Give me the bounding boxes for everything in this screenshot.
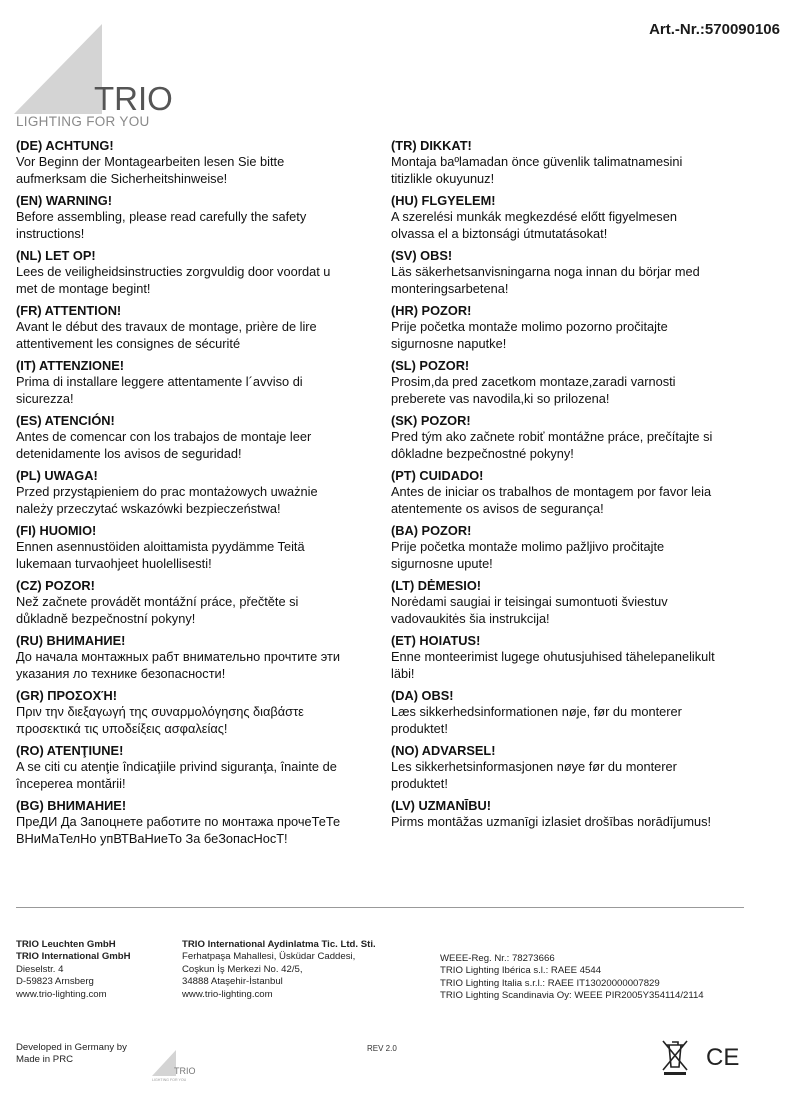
warning-heading: (LT) DĖMESIO! (391, 578, 482, 593)
footer-company: TRIO International GmbH (16, 951, 131, 963)
footer-address-turkey (182, 939, 376, 1001)
warning-block (16, 798, 376, 847)
warning-block (391, 798, 771, 831)
warning-block (16, 193, 376, 242)
footer-line: TRIO Lighting Ibérica s.l.: RAEE 4544 (440, 965, 602, 977)
compliance-marks (660, 1037, 750, 1077)
warning-text: aufmerksam die Sicherheitshinweise! (16, 170, 228, 186)
warning-text: указания ло технике безопасности! (16, 665, 226, 681)
footer-line: Ferhatpaşa Mahallesi, Üsküdar Caddesi, (182, 951, 356, 963)
origin-note (16, 1042, 127, 1067)
warning-heading: (DE) ACHTUNG! (16, 138, 114, 153)
warning-heading: (IT) ATTENZIONE! (16, 358, 125, 373)
warning-text: Pirms montāžas uzmanīgi izlasiet drošības norādījumus! (391, 814, 712, 829)
warning-block (16, 633, 376, 682)
warning-heading: (PL) UWAGA! (16, 468, 98, 483)
warning-heading: (LV) UZMANĪBU! (391, 798, 491, 813)
svg-text:LIGHTING FOR YOU: LIGHTING FOR YOU (152, 1078, 187, 1082)
warnings-right-column (391, 138, 771, 837)
warning-block (16, 138, 376, 187)
warning-block (16, 743, 376, 792)
footer-divider (16, 907, 744, 908)
warning-text: Antes de comencar con los trabajos de montaje leer (16, 429, 312, 444)
weee-crossed-bin-icon (663, 1041, 687, 1070)
ce-mark-icon: CE (706, 1044, 740, 1071)
warning-block (391, 743, 771, 792)
warning-text: Vor Beginn der Montagearbeiten lesen Sie bitte (16, 154, 285, 169)
warning-block (391, 138, 771, 187)
warning-heading: (RU) ВНИМАНИЕ! (16, 633, 126, 648)
warning-block (16, 578, 376, 627)
warning-heading: (DA) OBS! (391, 688, 454, 703)
warning-text: Ennen asennustöiden aloittamista pyydämme Teitä (16, 539, 305, 554)
warning-heading: (HR) POZOR! (391, 303, 472, 318)
warning-heading: (GR) ΠΡΟΣΟΧΉ! (16, 688, 118, 703)
footer-website: www.trio-lighting.com (182, 988, 273, 1000)
warning-block (391, 468, 771, 517)
warning-text: Lees de veiligheidsinstructies zorgvuldig door voordat u (16, 264, 331, 279)
warning-heading: (TR) DIKKAT! (391, 138, 472, 153)
warning-text: Antes de iniciar os trabalhos de montagem por favor leia (391, 484, 712, 499)
warning-text: sigurnosne naputke! (391, 335, 507, 351)
warning-block (391, 413, 771, 462)
warning-text: produktet! (391, 775, 448, 791)
warning-block (16, 413, 376, 462)
warning-text: należy przeczytać wskazówki bezpieczeństwa! (16, 500, 281, 516)
logo-wordmark: TRIO (94, 80, 173, 117)
warning-text: vadovaukitės šia instrukcija! (391, 610, 550, 626)
logo-tagline: LIGHTING FOR YOU (16, 114, 150, 129)
footer-line: TRIO Lighting Italia s.r.l.: RAEE IT13020000007829 (440, 977, 660, 989)
warning-text: monteringsarbetena! (391, 280, 509, 296)
warning-heading: (BG) ВНИМАНИЕ! (16, 798, 127, 813)
warning-block (16, 523, 376, 572)
warning-text: До начала монтажных рабт внимательно прочтите эти (16, 649, 341, 664)
warning-text: titizlikle okuyunuz! (391, 170, 495, 186)
small-trio-logo-icon (150, 1046, 196, 1082)
warning-text: Enne monteerimist lugege ohutusjuhised tähelepanelikult (391, 649, 715, 664)
warning-block (391, 193, 771, 242)
warning-heading: (NL) LET OP! (16, 248, 96, 263)
footer-line: 34888 Ataşehir-İstanbul (182, 976, 283, 988)
warning-text: προσεκτικά τις υποδείξεις ασφαλείας! (16, 720, 228, 736)
warning-block (391, 358, 771, 407)
warning-text: instructions! (16, 225, 85, 241)
warning-text: Pred tým ako začnete robiť montážne práce, prečítajte si (391, 429, 713, 444)
warning-heading: (HU) FLGYELEM! (391, 193, 496, 208)
warning-text: detenidamente los avisos de seguridad! (16, 445, 242, 461)
logo-triangle-icon (14, 24, 102, 114)
warning-heading: (EN) WARNING! (16, 193, 112, 208)
warning-block (391, 523, 771, 572)
footer-registrations (440, 953, 704, 1003)
warning-text: attentivement les consignes de sécurité (16, 335, 241, 351)
warning-heading: (RO) ATENŢIUNE! (16, 743, 124, 758)
footer-company: TRIO Leuchten GmbH (16, 939, 116, 950)
warning-block (391, 633, 771, 682)
warning-text: Przed przystąpieniem do prac montażowych uważnie (16, 484, 318, 499)
warning-text: Les sikkerhetsinformasjonen nøye før du monterer (391, 759, 677, 774)
warning-heading: (SL) POZOR! (391, 358, 470, 373)
article-number: Art.-Nr.:570090106 (649, 21, 780, 38)
footer-address-germany (16, 939, 131, 1001)
warning-text: Prima di installare leggere attentamente l´avviso di (16, 374, 303, 389)
revision-label: REV 2.0 (367, 1044, 397, 1053)
warning-text: olvassa el a biztonsági útmutatásokat! (391, 225, 608, 241)
footer-company: TRIO International Aydinlatma Tic. Ltd. Sti. (182, 939, 376, 950)
warnings-left-column (16, 138, 376, 853)
footer-line: Coşkun İş Merkezi No. 42/5, (182, 963, 303, 975)
warning-heading: (ET) HOIATUS! (391, 633, 481, 648)
warning-text: Prosim,da pred zacetkom montaze,zaradi varnosti (391, 374, 676, 389)
made-in: Made in PRC (16, 1054, 74, 1066)
warning-heading: (CZ) POZOR! (16, 578, 95, 593)
warning-text: Montaja baºlamadan önce güvenlik talimatnamesini (391, 154, 683, 169)
warning-text: Läs säkerhetsanvisningarna noga innan du börjar med (391, 264, 700, 279)
warning-heading: (BA) POZOR! (391, 523, 472, 538)
warning-text: důkladně bezpečnostní pokyny! (16, 610, 196, 626)
warning-text: läbi! (391, 665, 415, 681)
warning-text: Norėdami saugiai ir teisingai sumontuoti šviestuv (391, 594, 668, 609)
warning-heading: (FI) HUOMIO! (16, 523, 97, 538)
warning-block (16, 303, 376, 352)
warning-text: Než začnete provádět montážní práce, přečtěte si (16, 594, 299, 609)
warning-heading: (PT) CUIDADO! (391, 468, 484, 483)
footer-line: D-59823 Arnsberg (16, 976, 94, 988)
warning-text: atentemente os avisos de segurança! (391, 500, 604, 516)
footer-line: WEEE-Reg. Nr.: 78273666 (440, 953, 555, 964)
developed-in: Developed in Germany by (16, 1042, 127, 1053)
warning-block (391, 578, 771, 627)
warning-text: Prije početka montaže molimo pažljivo pročitajte (391, 539, 665, 554)
warning-text: Læs sikkerhedsinformationen nøje, før du monterer (391, 704, 682, 719)
warning-block (16, 468, 376, 517)
warning-text: produktet! (391, 720, 448, 736)
warning-block (391, 303, 771, 352)
warning-text: sicurezza! (16, 390, 74, 406)
warning-heading: (FR) ATTENTION! (16, 303, 122, 318)
warning-text: începerea montării! (16, 775, 126, 791)
footer-website: www.trio-lighting.com (16, 988, 107, 1000)
weee-bar-icon (664, 1072, 686, 1075)
footer-line: TRIO Lighting Scandinavia Oy: WEEE PIR2005Y354114/2114 (440, 990, 704, 1002)
warning-text: sigurnosne upute! (391, 555, 493, 571)
warning-text: ПреДИ Да Запоцнете работите по монтажа прочеТеТе (16, 814, 341, 829)
warning-text: preberete vas navodila,ki so prilozena! (391, 390, 610, 406)
warning-heading: (SK) POZOR! (391, 413, 471, 428)
warning-text: met de montage begint! (16, 280, 151, 296)
warning-text: ВНиМаТелНо упВТВаНиеТо За беЗопасНосТ! (16, 830, 288, 846)
warning-text: A szerelési munkák megkezdésé előtt figyelmesen (391, 209, 677, 224)
warning-heading: (ES) ATENCIÓN! (16, 413, 115, 428)
warning-block (16, 688, 376, 737)
warning-text: Before assembling, please read carefully the safety (16, 209, 307, 224)
warning-heading: (SV) OBS! (391, 248, 453, 263)
warning-text: lukemaan turvaohjeet huolellisesti! (16, 555, 212, 571)
warning-text: Πριν την διεξαγωγή της συναρμολόγησης διαβάστε (16, 704, 304, 719)
warning-block (16, 248, 376, 297)
warning-text: dôkladne bezpečnostné pokyny! (391, 445, 574, 461)
warning-text: A se citi cu atenţie îndicaţiile privind siguranţa, înainte de (16, 759, 337, 774)
warning-block (16, 358, 376, 407)
warning-text: Prije početka montaže molimo pozorno pročitajte (391, 319, 668, 334)
warning-heading: (NO) ADVARSEL! (391, 743, 496, 758)
warning-block (391, 248, 771, 297)
footer-line: Dieselstr. 4 (16, 963, 64, 975)
warning-block (391, 688, 771, 737)
svg-text:TRIO: TRIO (174, 1066, 196, 1076)
warning-text: Avant le début des travaux de montage, prière de lire (16, 319, 317, 334)
